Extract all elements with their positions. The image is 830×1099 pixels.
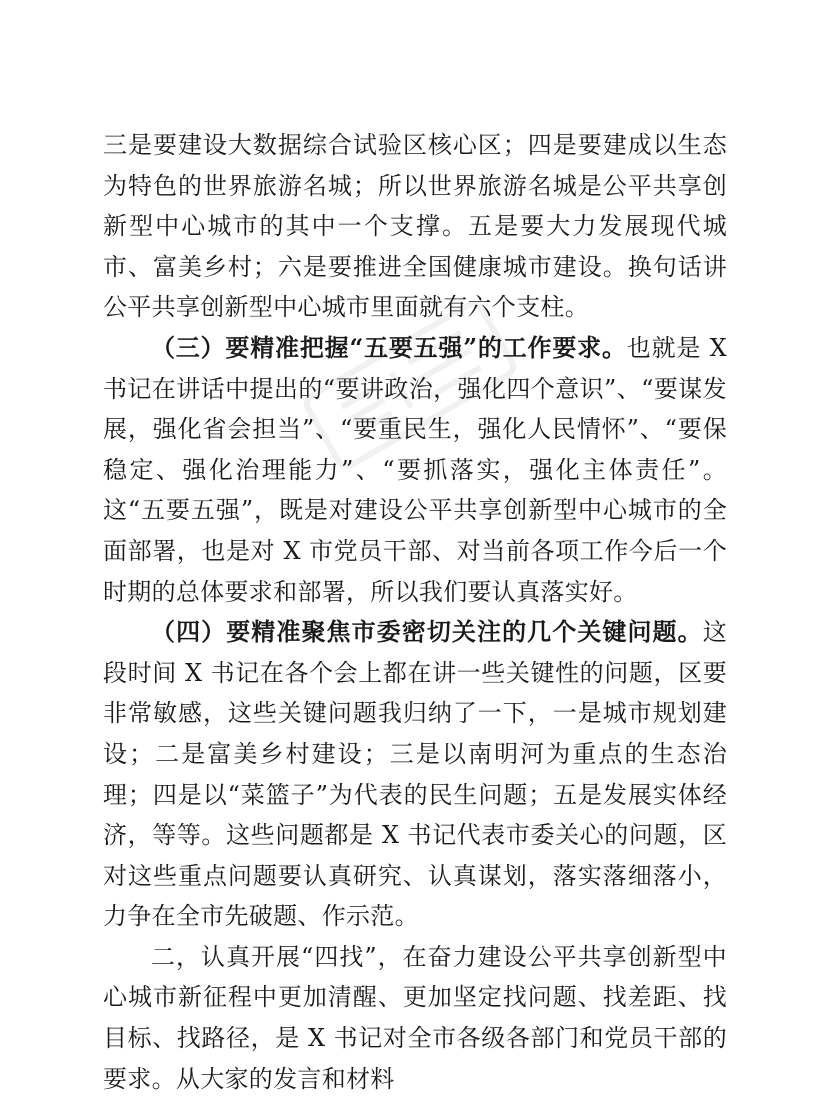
- paragraph-1: [103, 125, 727, 328]
- paragraph-4: [103, 937, 727, 1099]
- paragraph-3-text: 这段时间 X 书记在各个会上都在讲一些关键性的问题，区要非常敏感，这些关键问题我归纳了一下，一是城市规划建设；二是富美乡村建设；三是以南明河为重点的生态治理；四是以“菜篮子”为代表的民生问题；五是发展实体经济，等等。这些问题都是 X 书记代表市委关心的问题，区对这些重点问题要认真研究、认真谋划，落实落细落小，力争在全市先破题、作示范。: [103, 618, 727, 931]
- paragraph-2: [103, 328, 727, 612]
- paragraph-4-text: 二，认真开展“四找”，在奋力建设公平共享创新型中心城市新征程中更加清醒、更加坚定找问题、找差距、找目标、找路径，是 X 书记对全市各级各部门和党员干部的要求。从大家的发言和材料: [103, 942, 727, 1093]
- document-body: [103, 125, 727, 1099]
- paragraph-3-heading: （四）要精准聚焦市委密切关注的几个关键问题。: [151, 617, 703, 647]
- paragraph-2-text: 也就是 X 书记在讲话中提出的“要讲政治，强化四个意识”、“要谋发展，强化省会担当”、“要重民生，强化人民情怀”、“要保稳定、强化治理能力”、“要抓落实，强化主体责任”。这“五要五强”，既是对建设公平共享创新型中心城市的全面部署，也是对 X 市党员干部、对当前各项工作今后一个时期的总体要求和部署，所以我们要认真落实好。: [103, 333, 728, 606]
- paragraph-1-text: 三是要建设大数据综合试验区核心区；四是要建成以生态为特色的世界旅游名城；所以世界旅游名城是公平共享创新型中心城市的其中一个支撑。五是要大力发展现代城市、富美乡村；六是要推进全国健康城市建设。换句话讲公平共享创新型中心城市里面就有六个支柱。: [103, 131, 727, 322]
- paragraph-2-heading: （三）要精准把握“五要五强”的工作要求。: [151, 332, 627, 362]
- paragraph-3: [103, 612, 727, 937]
